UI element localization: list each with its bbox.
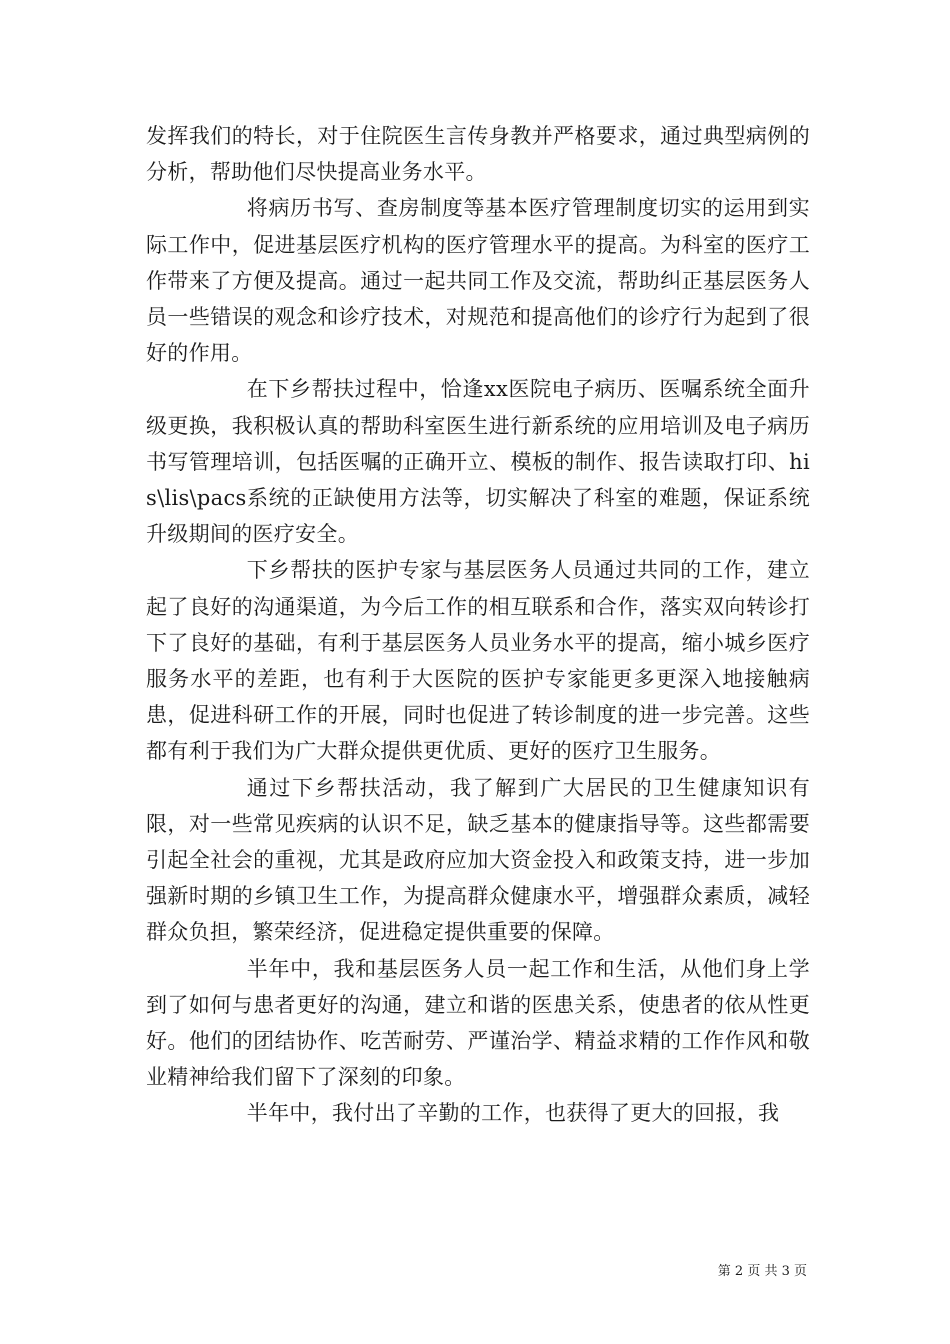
paragraph-6: 半年中，我和基层医务人员一起工作和生活，从他们身上学到了如何与患者更好的沟通，建立和谐的医患关系，使患者的依从性更好。他们的团结协作、吃苦耐劳、严谨治学、精益求精的工作作风和敬业精神给我们留下了深刻的印象。 <box>146 956 810 1090</box>
paragraph-1: 发挥我们的特长，对于住院医生言传身教并严格要求，通过典型病例的分析，帮助他们尽快提高业务水平。 <box>146 124 810 185</box>
paragraph-4: 下乡帮扶的医护专家与基层医务人员通过共同的工作，建立起了良好的沟通渠道，为今后工作的相互联系和合作，落实双向转诊打下了良好的基础，有利于基层医务人员业务水平的提高，缩小城乡医疗服务水平的差距，也有利于大医院的医护专家能更多更深入地接触病患，促进科研工作的开展，同时也促进了转诊制度的进一步完善。这些都有利于我们为广大群众提供更优质、更好的医疗卫生服务。 <box>146 558 810 764</box>
paragraph-2: 将病历书写、查房制度等基本医疗管理制度切实的运用到实际工作中，促进基层医疗机构的医疗管理水平的提高。为科室的医疗工作带来了方便及提高。通过一起共同工作及交流，帮助纠正基层医务人员一些错误的观念和诊疗技术，对规范和提高他们的诊疗行为起到了很好的作用。 <box>146 196 810 366</box>
paragraph-7: 半年中，我付出了辛勤的工作，也获得了更大的回报，我 <box>246 1101 780 1126</box>
paragraph-5: 通过下乡帮扶活动，我了解到广大居民的卫生健康知识有限，对一些常见疾病的认识不足，缺乏基本的健康指导等。这些都需要引起全社会的重视，尤其是政府应加大资金投入和政策支持，进一步加强新时期的乡镇卫生工作，为提高群众健康水平，增强群众素质，减轻群众负担，繁荣经济，促进稳定提供重要的保障。 <box>146 775 810 945</box>
document-body <box>146 118 810 1132</box>
paragraph-3: 在下乡帮扶过程中，恰逢xx医院电子病历、医嘱系统全面升级更换，我积极认真的帮助科室医生进行新系统的应用培训及电子病历书写管理培训，包括医嘱的正确开立、模板的制作、报告读取打印、his\lis\pacs系统的正缺使用方法等，切实解决了科室的难题，保证系统升级期间的医疗安全。 <box>146 377 810 547</box>
page-number-footer: 第 2 页 共 3 页 <box>717 1264 807 1279</box>
